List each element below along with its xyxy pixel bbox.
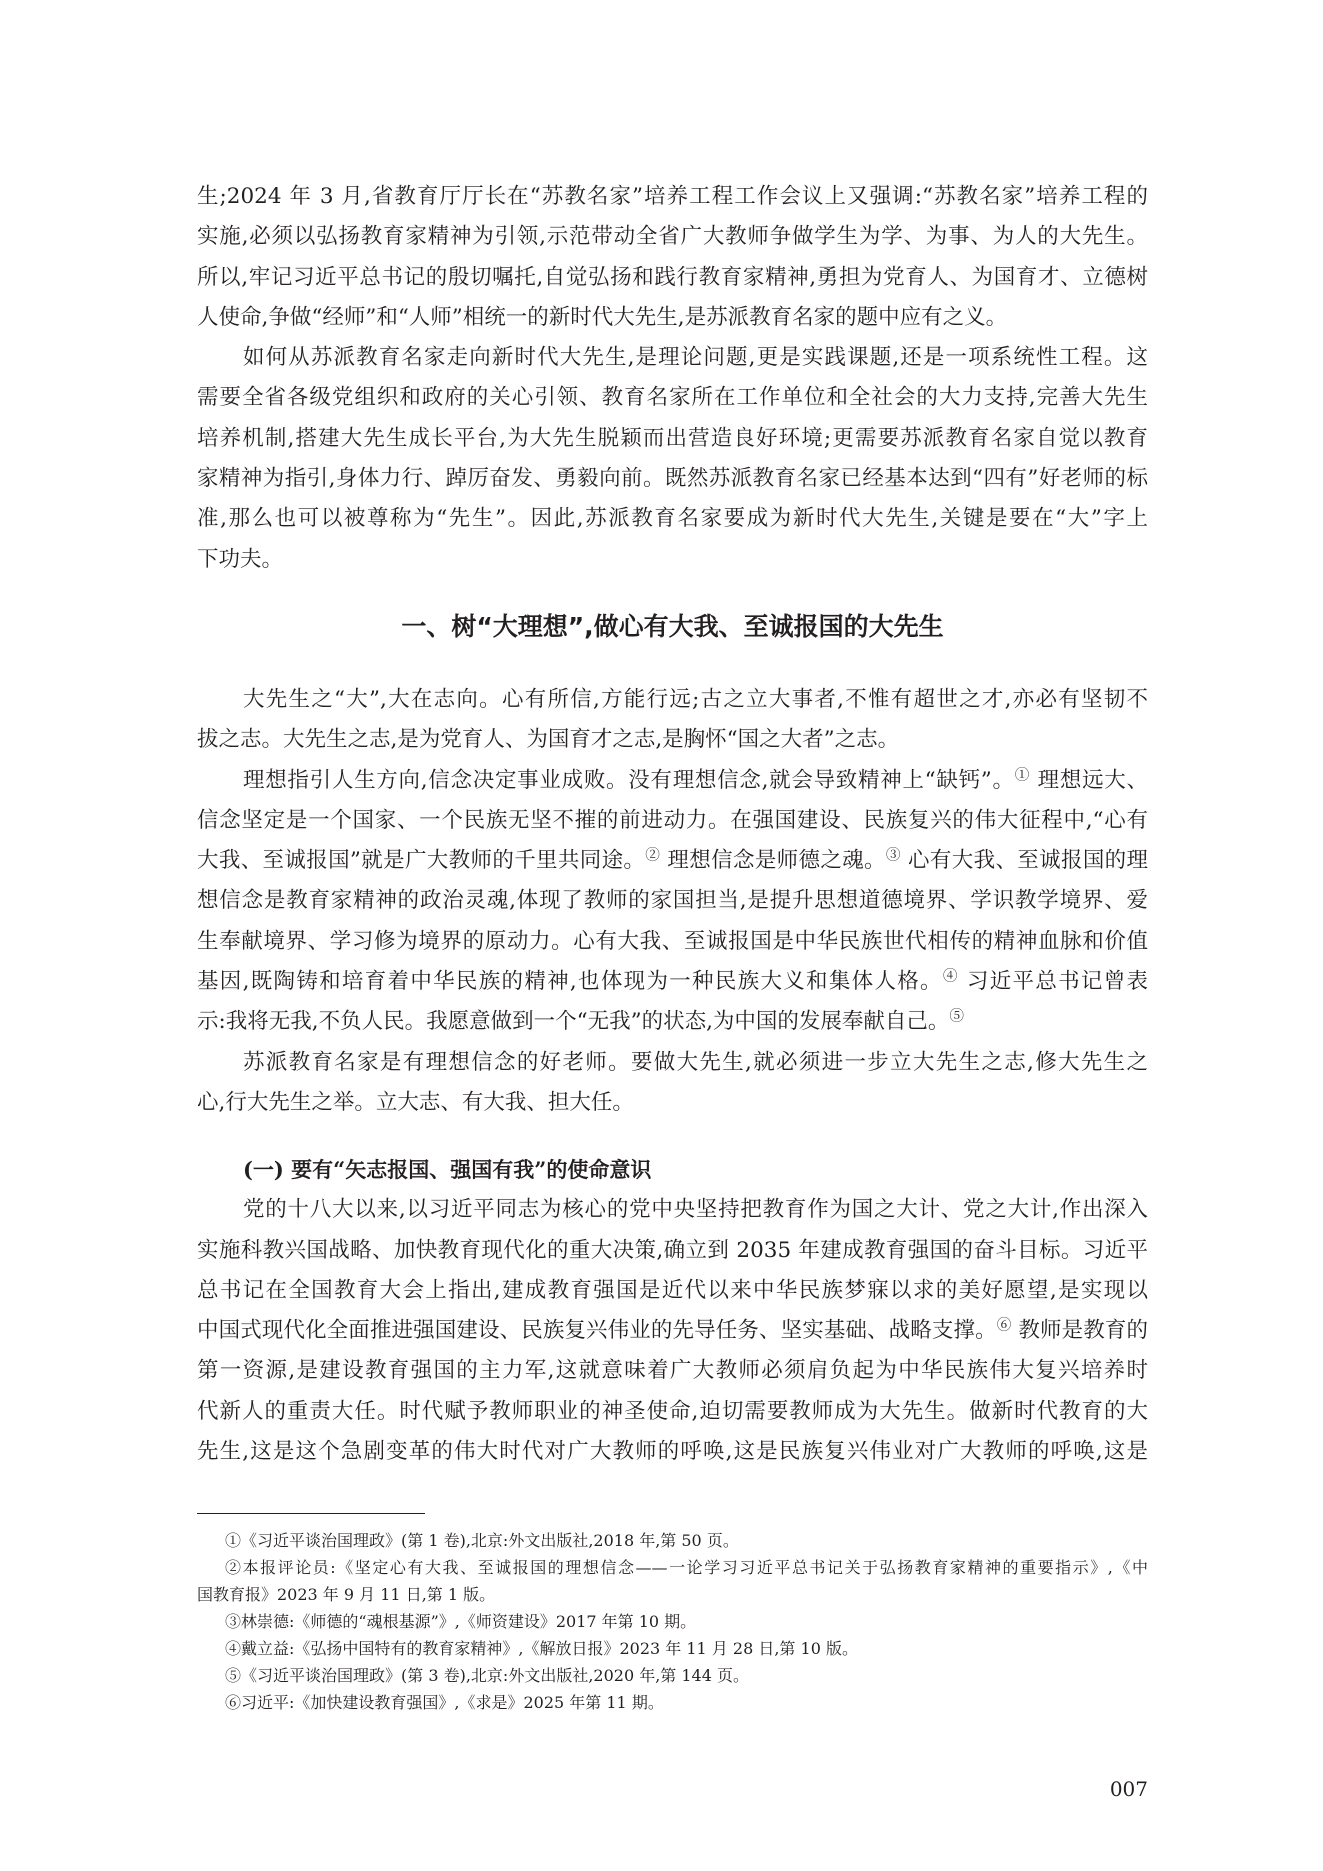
section-heading: 一、树“大理想”,做心有大我、至诚报国的大先生 (401, 612, 944, 641)
paragraph (197, 177, 1148, 338)
text-line: 需要全省各级党组织和政府的关心引领、教育名家所在工作单位和全社会的大力支持,完善大先生 (197, 385, 1148, 411)
footnote-line: ④戴立益:《弘扬中国特有的教育家精神》,《解放日报》2023 年 11 月 28 日,第 10 版。 (225, 1639, 858, 1658)
footnote-rule (197, 1513, 425, 1514)
section-body (197, 680, 1148, 1123)
text-line: 想信念是教育家精神的政治灵魂,体现了教师的家国担当,是提升思想道德境界、学识教学境界、爱 (197, 888, 1148, 914)
text-line: 人使命,争做“经师”和“人师”相统一的新时代大先生,是苏派教育名家的题中应有之义。 (197, 304, 1008, 330)
footnote-ref: ① (1014, 766, 1031, 784)
text-line: 信念坚定是一个国家、一个民族无坚不摧的前进动力。在强国建设、民族复兴的伟大征程中,“心有 (197, 807, 1148, 833)
footnote (197, 1662, 1148, 1689)
footnote-line: ①《习近平谈治国理政》(第 1 卷),北京:外文出版社,2018 年,第 50 页。 (225, 1531, 739, 1550)
subsection (197, 1150, 1148, 1472)
text-line: 示:我将无我,不负人民。我愿意做到一个“无我”的状态,为中国的发展奉献自己。⑤ (197, 1008, 965, 1035)
text-line: 拔之志。大先生之志,是为党育人、为国育才之志,是胸怀“国之大者”之志。 (197, 727, 900, 753)
paragraph (197, 1190, 1148, 1472)
text-line: 培养机制,搭建大先生成长平台,为大先生脱颖而出营造良好环境;更需要苏派教育名家自觉以教育 (197, 425, 1148, 451)
paragraph (197, 338, 1148, 580)
text-line: 大先生之“大”,大在志向。心有所信,方能行远;古之立大事者,不惟有超世之才,亦必有坚韧不 (243, 687, 1148, 712)
intro-text (197, 177, 1148, 580)
text-line: 苏派教育名家是有理想信念的好老师。要做大先生,就必须进一步立大先生之志,修大先生之 (243, 1049, 1148, 1075)
text-line: 如何从苏派教育名家走向新时代大先生,是理论问题,更是实践课题,还是一项系统性工程。这 (243, 345, 1148, 371)
text-line: 大我、至诚报国”就是广大教师的千里共同途。② 理想信念是师德之魂。③ 心有大我、至诚报国的理 (197, 846, 1148, 874)
text-line: 生;2024 年 3 月,省教育厅厅长在“苏教名家”培养工程工作会议上又强调:“苏教名家”培养工程的 (197, 184, 1148, 209)
text-line: 先生,这是这个急剧变革的伟大时代对广大教师的呼唤,这是民族复兴伟业对广大教师的呼唤,这是 (197, 1439, 1148, 1465)
text-line: 基因,既陶铸和培育着中华民族的精神,也体现为一种民族大义和集体人格。④ 习近平总书记曾表 (197, 967, 1148, 995)
text-line: 党的十八大以来,以习近平同志为核心的党中央坚持把教育作为国之大计、党之大计,作出深入 (243, 1197, 1148, 1223)
footnote-line: ⑤《习近平谈治国理政》(第 3 卷),北京:外文出版社,2020 年,第 144 页。 (225, 1666, 750, 1685)
text-line: 中国式现代化全面推进强国建设、民族复兴伟业的先导任务、坚实基础、战略支撑。⑥ 教师是教育的 (197, 1316, 1148, 1344)
page-number: 007 (1109, 1777, 1148, 1801)
footnote-ref: ③ (885, 846, 901, 864)
footnote-ref: ⑤ (949, 1008, 965, 1026)
paragraph (197, 1043, 1148, 1124)
footnote-line: 国教育报》2023 年 9 月 11 日,第 1 版。 (197, 1585, 496, 1604)
footnote (197, 1689, 1148, 1716)
text-line: 代新人的重责大任。时代赋予教师职业的神圣使命,迫切需要教师成为大先生。做新时代教育的大 (197, 1398, 1148, 1424)
footnote-ref: ⑥ (996, 1316, 1012, 1334)
paragraph (197, 680, 1148, 761)
footnote (197, 1608, 1148, 1635)
text-line: 准,那么也可以被尊称为“先生”。因此,苏派教育名家要成为新时代大先生,关键是要在“大”字上 (197, 506, 1148, 532)
footnote (197, 1527, 1148, 1554)
footnotes (197, 1527, 1148, 1716)
text-line: 理想指引人生方向,信念决定事业成败。没有理想信念,就会导致精神上“缺钙”。① 理想远大、 (243, 766, 1148, 793)
text-line: 家精神为指引,身体力行、踔厉奋发、勇毅向前。既然苏派教育名家已经基本达到“四有”好老师的标 (197, 466, 1148, 492)
text-line: 实施科教兴国战略、加快教育现代化的重大决策,确立到 2035 年建成教育强国的奋斗目标。习近平 (197, 1237, 1148, 1263)
text-line: 总书记在全国教育大会上指出,建成教育强国是近代以来中华民族梦寐以求的美好愿望,是实现以 (197, 1277, 1148, 1303)
paragraph (197, 761, 1148, 1043)
subsection-heading: (一) 要有“矢志报国、强国有我”的使命意识 (243, 1157, 652, 1182)
footnote-ref: ④ (942, 967, 959, 985)
text-line: 实施,必须以弘扬教育家精神为引领,示范带动全省广大教师争做学生为学、为事、为人的大先生。 (197, 224, 1148, 250)
text-line: 生奉献境界、学习修为境界的原动力。心有大我、至诚报国是中华民族世代相传的精神血脉和价值 (197, 928, 1148, 954)
footnote (197, 1635, 1148, 1662)
text-line: 下功夫。 (197, 546, 284, 572)
text-line: 心,行大先生之举。立大志、有大我、担大任。 (197, 1089, 634, 1115)
footnote-line: ②本报评论员:《坚定心有大我、至诚报国的理想信念——一论学习习近平总书记关于弘扬教育家精神的重要指示》,《中 (225, 1558, 1148, 1577)
footnote (197, 1554, 1148, 1608)
footnote-ref: ② (645, 846, 661, 864)
footnote-line: ③林崇德:《师德的“魂根基源”》,《师资建设》2017 年第 10 期。 (225, 1612, 697, 1631)
text-line: 所以,牢记习近平总书记的殷切嘱托,自觉弘扬和践行教育家精神,勇担为党育人、为国育才、立德树 (197, 264, 1148, 290)
text-line: 第一资源,是建设教育强国的主力军,这就意味着广大教师必须肩负起为中华民族伟大复兴培养时 (197, 1358, 1148, 1384)
footnote-line: ⑥习近平:《加快建设教育强国》,《求是》2025 年第 11 期。 (225, 1693, 664, 1712)
